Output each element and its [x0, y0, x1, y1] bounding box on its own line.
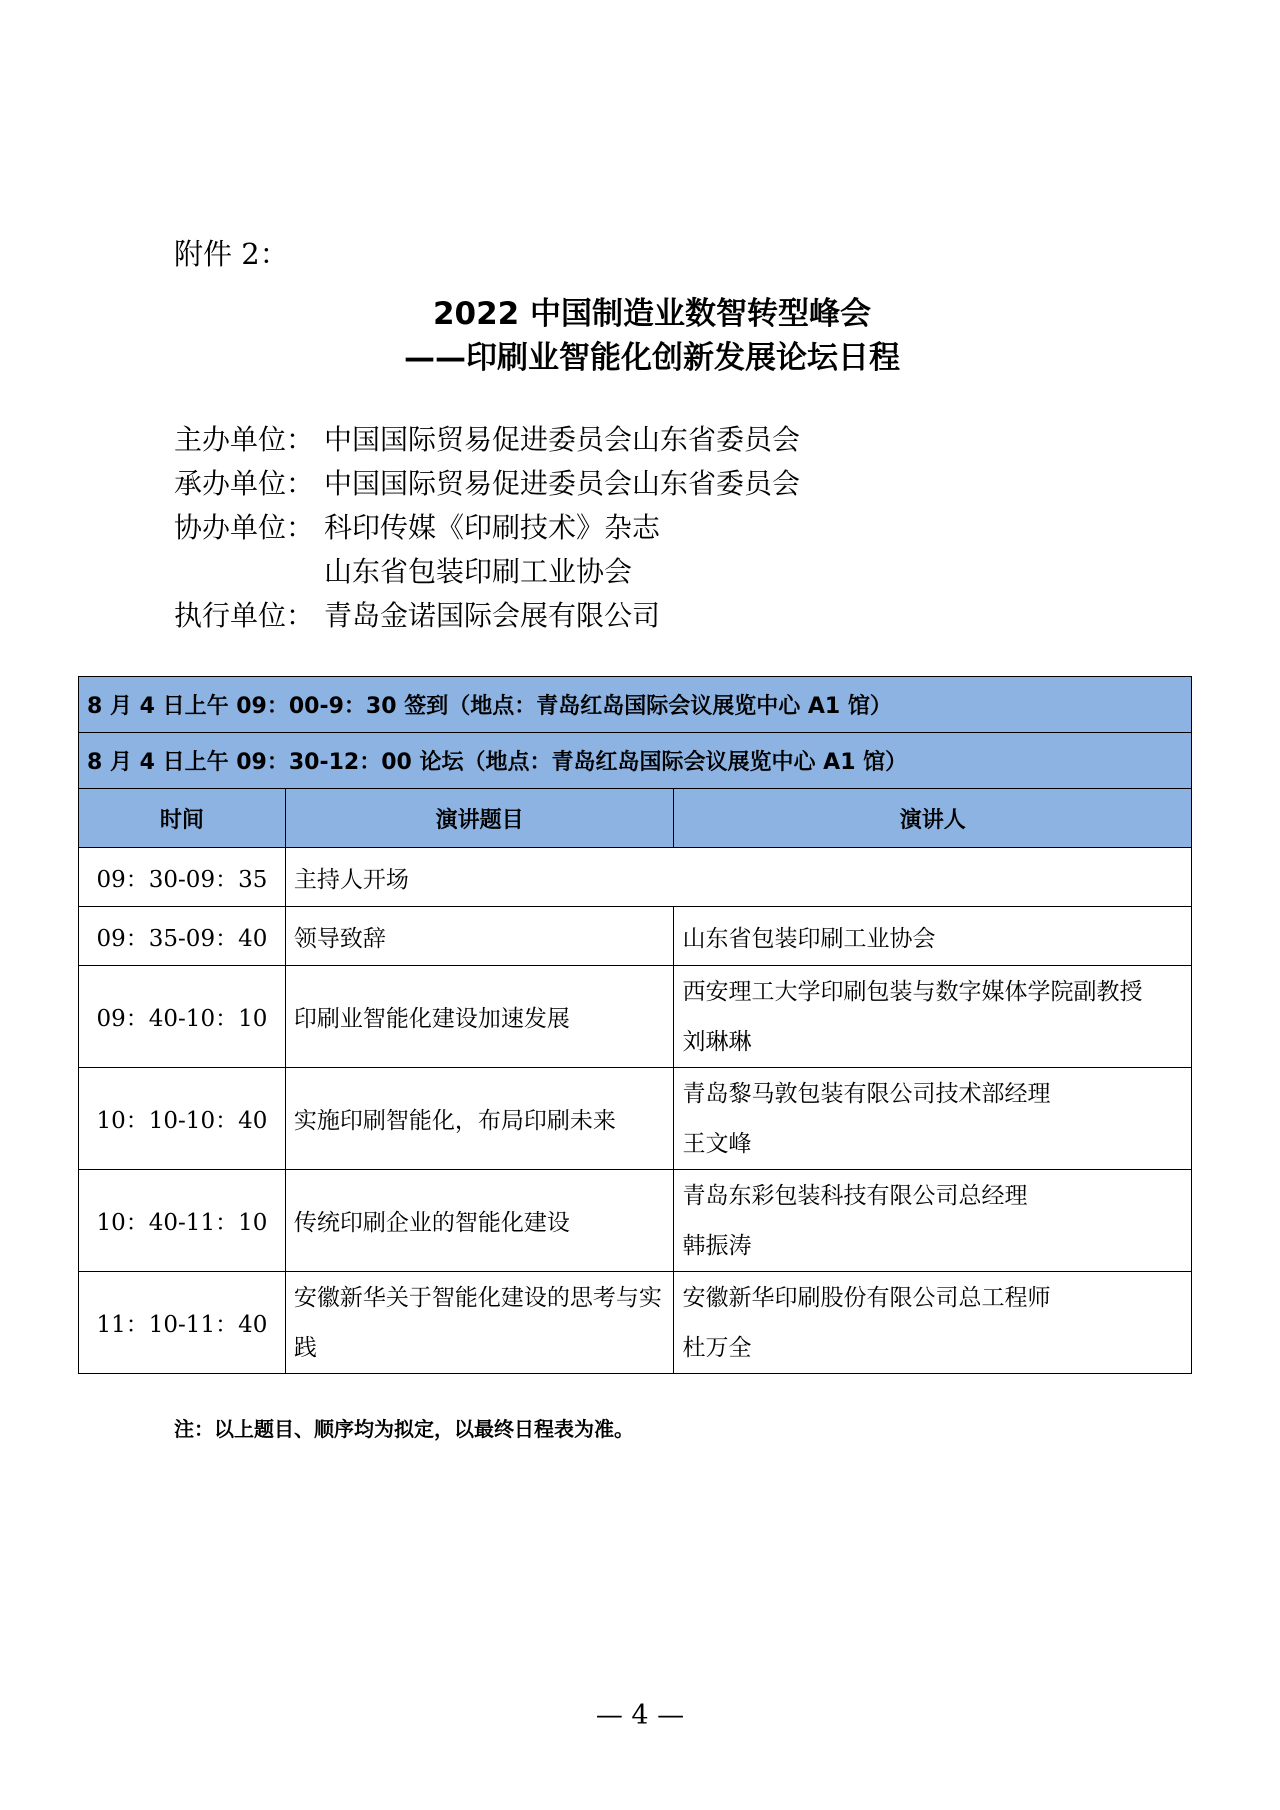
organizer-host — [174, 418, 800, 462]
org-value: 科印传媒《印刷技术》杂志 — [324, 511, 661, 544]
table-row — [79, 966, 1192, 1068]
speaker-org: 西安理工大学印刷包装与数字媒体学院副教授 — [682, 978, 1143, 1005]
org-label: 主办单位： — [174, 423, 315, 456]
speaker-org: 山东省包装印刷工业协会 — [682, 925, 936, 952]
organizer-co-second: 山东省包装印刷工业协会 — [324, 555, 633, 588]
org-label: 协办单位： — [174, 511, 315, 544]
speaker-org: 安徽新华印刷股份有限公司总工程师 — [682, 1284, 1051, 1311]
organizer-executor — [174, 594, 660, 638]
row-topic: 主持人开场 — [285, 848, 1191, 907]
org-label: 执行单位： — [174, 599, 315, 632]
row-time: 09：40-10：10 — [79, 966, 286, 1068]
page-number: — 4 — — [595, 1700, 685, 1731]
attachment-label: 附件 2： — [174, 237, 289, 271]
organizer-co — [174, 506, 660, 550]
speaker-name: 韩振涛 — [682, 1232, 752, 1259]
speaker-name: 刘琳琳 — [682, 1028, 752, 1055]
row-speaker — [674, 966, 1192, 1068]
row-time: 10：40-11：10 — [79, 1170, 286, 1272]
header-topic: 演讲题目 — [285, 789, 674, 848]
table-row — [79, 848, 1192, 907]
table-header — [79, 789, 1192, 848]
checkin-band: 8 月 4 日上午 09：00-9：30 签到（地点：青岛红岛国际会议展览中心 A1 馆） — [79, 677, 1192, 733]
row-topic: 领导致辞 — [285, 907, 674, 966]
row-topic: 实施印刷智能化，布局印刷未来 — [285, 1068, 674, 1170]
table-row — [79, 1170, 1192, 1272]
header-time: 时间 — [79, 789, 286, 848]
header-speaker: 演讲人 — [674, 789, 1192, 848]
row-time: 09：35-09：40 — [79, 907, 286, 966]
band-row — [79, 733, 1192, 789]
org-label: 承办单位： — [174, 467, 315, 500]
row-speaker — [674, 1272, 1192, 1374]
row-speaker — [674, 907, 1192, 966]
footnote: 注：以上题目、顺序均为拟定，以最终日程表为准。 — [174, 1417, 634, 1441]
forum-band: 8 月 4 日上午 09：30-12：00 论坛（地点：青岛红岛国际会议展览中心 A1 馆） — [79, 733, 1192, 789]
speaker-name: 杜万全 — [682, 1334, 752, 1361]
speaker-org: 青岛东彩包装科技有限公司总经理 — [682, 1182, 1028, 1209]
row-topic: 印刷业智能化建设加速发展 — [285, 966, 674, 1068]
speaker-name: 王文峰 — [682, 1130, 752, 1157]
org-value: 中国国际贸易促进委员会山东省委员会 — [324, 423, 801, 456]
row-time: 09：30-09：35 — [79, 848, 286, 907]
org-value: 青岛金诺国际会展有限公司 — [324, 599, 661, 632]
row-topic: 传统印刷企业的智能化建设 — [285, 1170, 674, 1272]
row-time: 10：10-10：40 — [79, 1068, 286, 1170]
org-value: 中国国际贸易促进委员会山东省委员会 — [324, 467, 801, 500]
table-row — [79, 1272, 1192, 1374]
organizer-undertaker — [174, 462, 800, 506]
row-speaker — [674, 1068, 1192, 1170]
schedule-table — [78, 676, 1192, 1374]
document-subtitle: ——印刷业智能化创新发展论坛日程 — [404, 340, 900, 376]
band-row — [79, 677, 1192, 733]
table-row — [79, 907, 1192, 966]
row-topic: 安徽新华关于智能化建设的思考与实践 — [285, 1272, 674, 1374]
row-speaker — [674, 1170, 1192, 1272]
speaker-org: 青岛黎马敦包装有限公司技术部经理 — [682, 1080, 1051, 1107]
table-row — [79, 1068, 1192, 1170]
document-title: 2022 中国制造业数智转型峰会 — [432, 296, 872, 332]
row-time: 11：10-11：40 — [79, 1272, 286, 1374]
